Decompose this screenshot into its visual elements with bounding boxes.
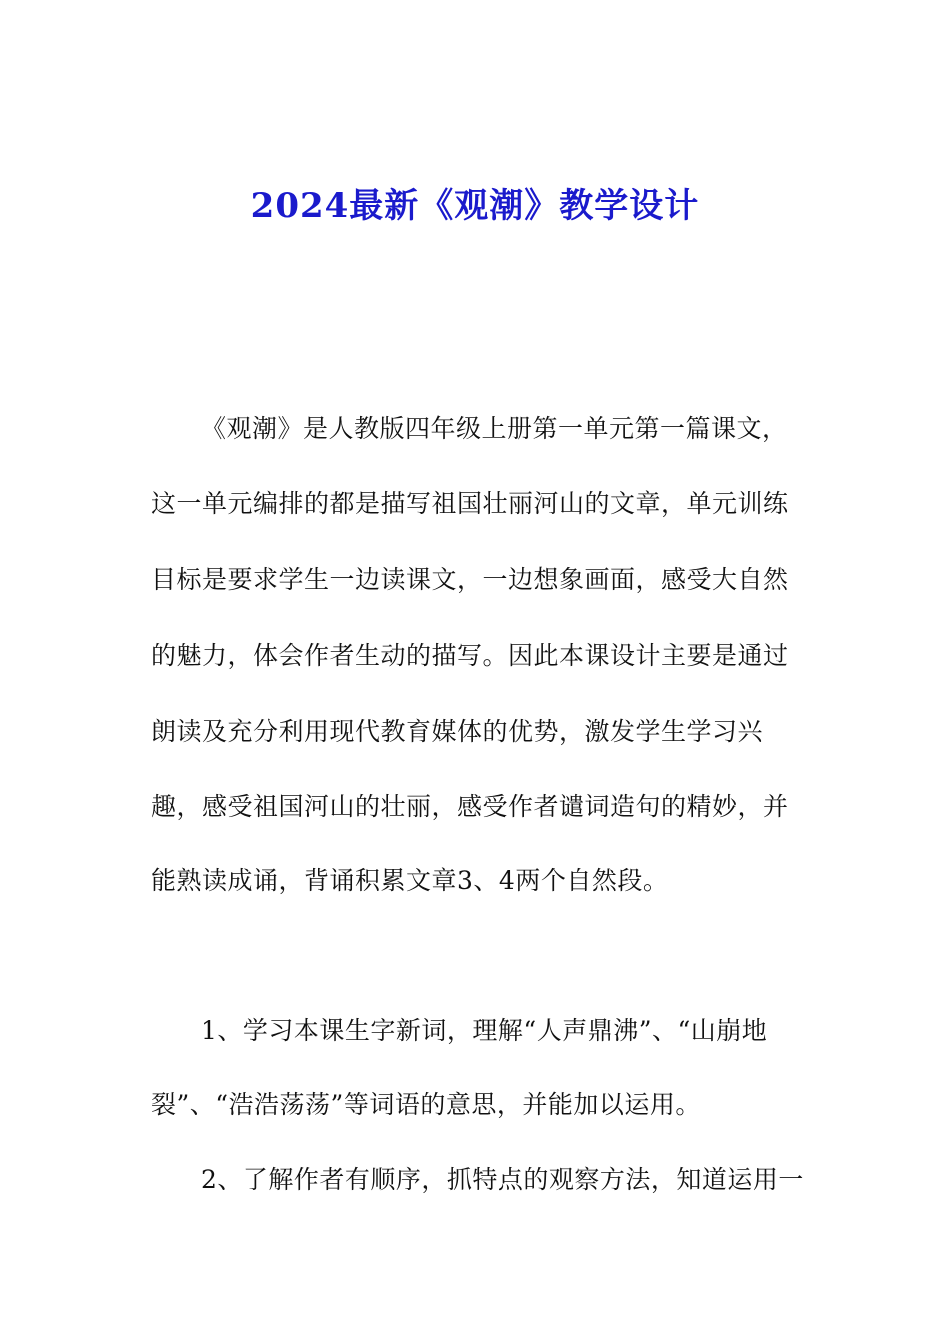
intro-line: 能熟读成诵，背诵积累文章3、4两个自然段。 <box>151 866 669 895</box>
objective-line: 1、学习本课生字新词，理解“人声鼎沸”、“山崩地 <box>201 1016 768 1045</box>
objective-line: 2、了解作者有顺序，抓特点的观察方法，知道运用一 <box>201 1165 804 1194</box>
intro-line: 目标是要求学生一边读课文，一边想象画面，感受大自然 <box>151 565 789 594</box>
intro-line: 朗读及充分利用现代教育媒体的优势，激发学生学习兴 <box>151 717 764 746</box>
intro-line: 的魅力，体会作者生动的描写。因此本课设计主要是通过 <box>151 641 789 670</box>
intro-line: 《观潮》是人教版四年级上册第一单元第一篇课文， <box>201 414 788 443</box>
objective-line: 裂”、“浩浩荡荡”等词语的意思，并能加以运用。 <box>151 1090 701 1119</box>
document-title: 2024最新《观潮》教学设计 <box>250 186 700 226</box>
intro-line: 趣，感受祖国河山的壮丽，感受作者谴词造句的精妙，并 <box>151 792 789 821</box>
intro-line: 这一单元编排的都是描写祖国壮丽河山的文章，单元训练 <box>151 489 789 518</box>
